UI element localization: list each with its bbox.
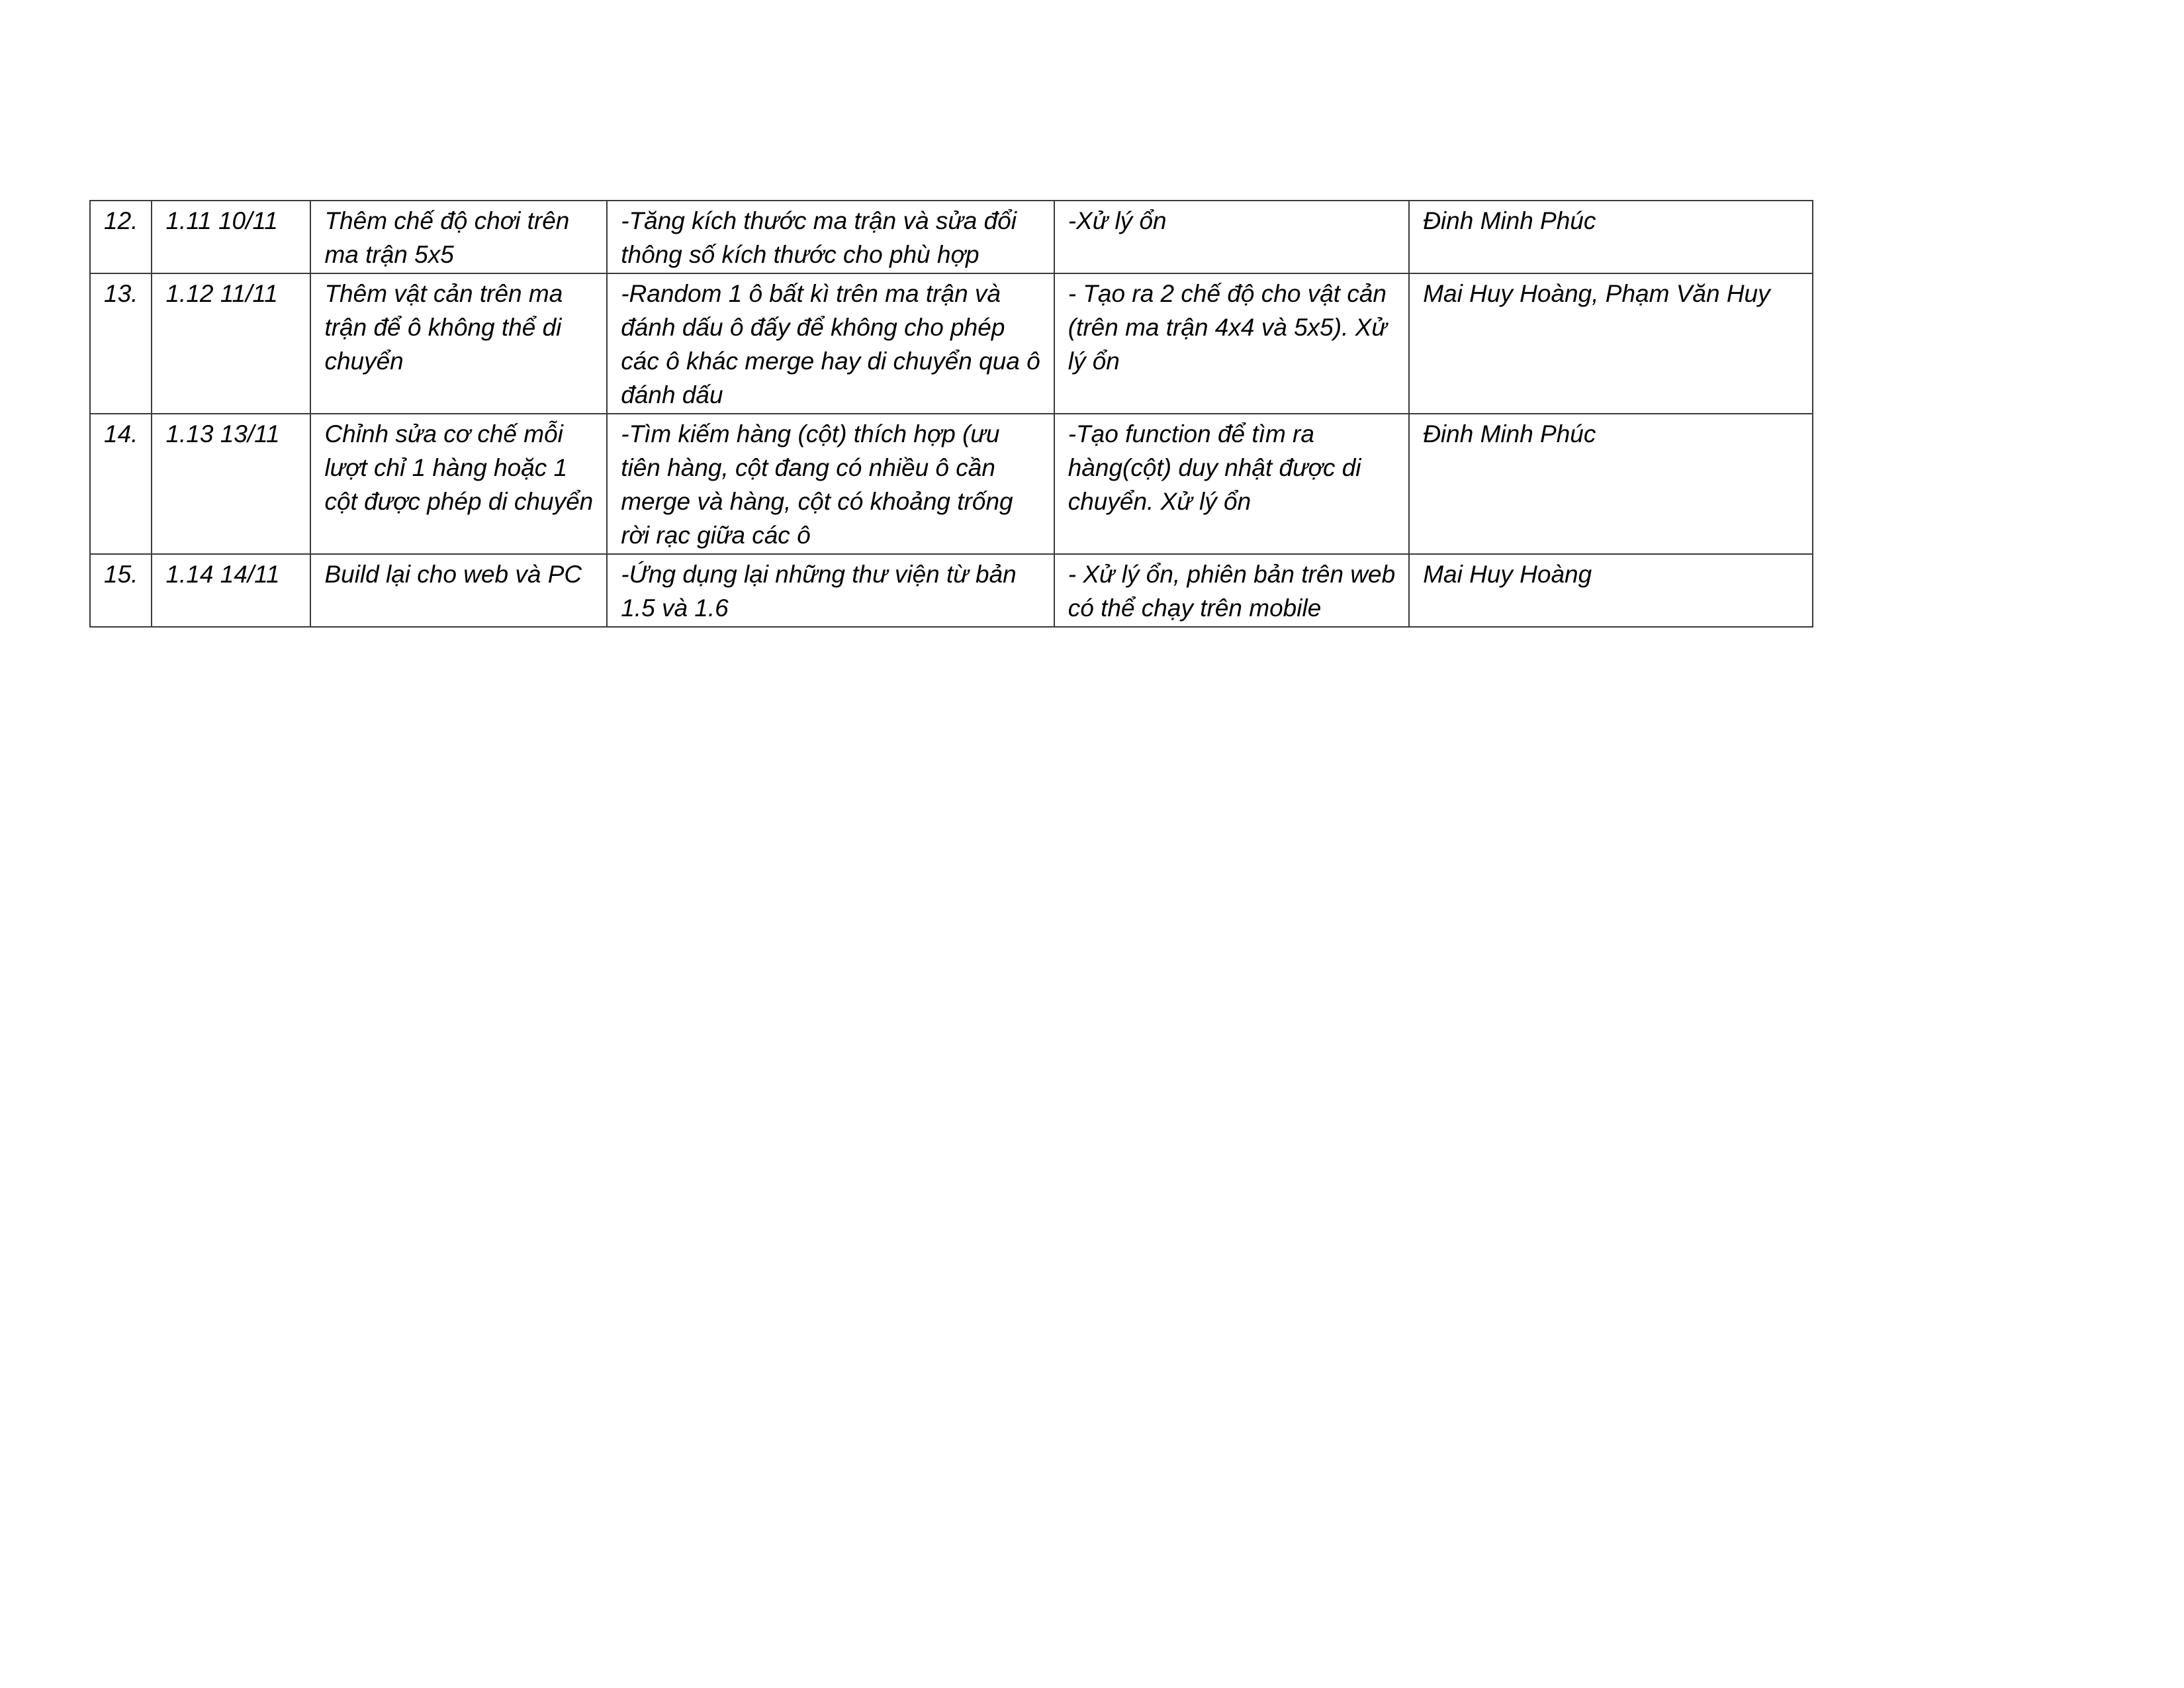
version-date: 1.12 11/11 bbox=[152, 273, 310, 414]
version-date: 1.11 10/11 bbox=[152, 201, 310, 273]
row-number: 12. bbox=[90, 201, 152, 273]
task-detail: -Ứng dụng lại những thư viện từ bản 1.5 và 1.6 bbox=[607, 554, 1054, 627]
task-detail: -Tìm kiếm hàng (cột) thích hợp (ưu tiên hàng, cột đang có nhiều ô cần merge và hàng, cột có khoảng trống rời rạc giữa các ô bbox=[607, 414, 1054, 554]
changelog-table bbox=[89, 200, 1813, 628]
task-description: Thêm vật cản trên ma trận để ô không thể di chuyển bbox=[310, 273, 607, 414]
task-result: - Xử lý ổn, phiên bản trên web có thể chạy trên mobile bbox=[1054, 554, 1409, 627]
member-name: Mai Huy Hoàng, Phạm Văn Huy bbox=[1409, 273, 1813, 414]
member-name: Mai Huy Hoàng bbox=[1409, 554, 1813, 627]
version-date: 1.14 14/11 bbox=[152, 554, 310, 627]
table-row bbox=[90, 414, 1813, 554]
version-date: 1.13 13/11 bbox=[152, 414, 310, 554]
table-row bbox=[90, 554, 1813, 627]
table-row bbox=[90, 273, 1813, 414]
task-result: -Tạo function để tìm ra hàng(cột) duy nhật được di chuyển. Xử lý ổn bbox=[1054, 414, 1409, 554]
task-description: Build lại cho web và PC bbox=[310, 554, 607, 627]
row-number: 15. bbox=[90, 554, 152, 627]
member-name: Đinh Minh Phúc bbox=[1409, 201, 1813, 273]
task-description: Chỉnh sửa cơ chế mỗi lượt chỉ 1 hàng hoặc 1 cột được phép di chuyển bbox=[310, 414, 607, 554]
task-result: - Tạo ra 2 chế độ cho vật cản (trên ma trận 4x4 và 5x5). Xử lý ổn bbox=[1054, 273, 1409, 414]
task-description: Thêm chế độ chơi trên ma trận 5x5 bbox=[310, 201, 607, 273]
task-detail: -Tăng kích thước ma trận và sửa đổi thông số kích thước cho phù hợp bbox=[607, 201, 1054, 273]
member-name: Đinh Minh Phúc bbox=[1409, 414, 1813, 554]
table-row bbox=[90, 201, 1813, 273]
row-number: 13. bbox=[90, 273, 152, 414]
row-number: 14. bbox=[90, 414, 152, 554]
task-detail: -Random 1 ô bất kì trên ma trận và đánh dấu ô đấy để không cho phép các ô khác merge hay di chuyển qua ô đánh dấu bbox=[607, 273, 1054, 414]
task-result: -Xử lý ổn bbox=[1054, 201, 1409, 273]
